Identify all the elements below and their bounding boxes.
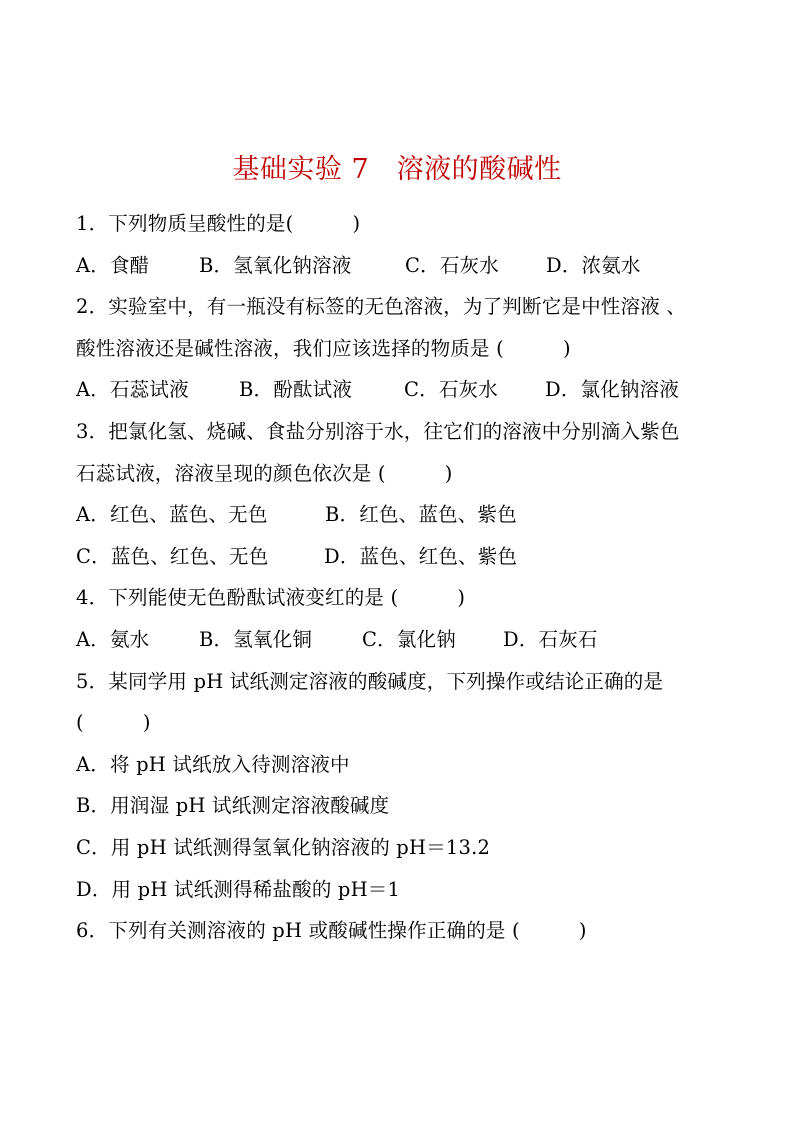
- question-4-options: [76, 619, 746, 661]
- question-2-option-a: A．石蕊试液: [76, 378, 189, 402]
- question-1-option-c: C．石灰水: [405, 253, 499, 277]
- question-3-options-row-1: [76, 494, 746, 536]
- page-title: 基础实验 7 溶液的酸碱性: [232, 154, 562, 185]
- question-1-option-b: B．氢氧化钠溶液: [199, 253, 352, 277]
- question-3-options-row-2: [76, 536, 746, 578]
- question-4-stem: 4．下列能使无色酚酞试液变红的是 ( ): [76, 586, 466, 610]
- question-4-option-a: A．氨水: [76, 627, 150, 651]
- question-4-option-c: C．氯化钠: [362, 627, 456, 651]
- question-2-options: [76, 369, 746, 411]
- question-1-stem: 1．下列物质呈酸性的是( ): [76, 212, 361, 235]
- question-5-stem-line-2: ( ): [76, 711, 151, 735]
- question-list: [76, 203, 746, 952]
- question-3-stem-line-2: 石蕊试液，溶液呈现的颜色依次是 ( ): [76, 461, 453, 485]
- question-2-stem-line-1: 2．实验室中，有一瓶没有标签的无色溶液，为了判断它是中性溶液 、: [76, 295, 687, 319]
- question-3-option-a: A．红色、蓝色、无色: [76, 503, 268, 527]
- question-2-option-b: B．酚酞试液: [239, 378, 353, 402]
- question-1-options: [76, 245, 746, 287]
- question-5-option-d: D．用 pH 试纸测得稀盐酸的 pH＝1: [76, 877, 401, 901]
- question-2-option-c: C．石灰水: [404, 378, 498, 402]
- question-5-stem-line-1: 5．某同学用 pH 试纸测定溶液的酸碱度，下列操作或结论正确的是: [76, 669, 664, 693]
- question-3-stem-line-1: 3．把氯化氢、烧碱、食盐分别溶于水，往它们的溶液中分别滴入紫色: [76, 419, 680, 443]
- question-4-option-d: D．石灰石: [503, 627, 598, 651]
- question-2-stem-line-2: 酸性溶液还是碱性溶液，我们应该选择的物质是 ( ): [76, 336, 571, 360]
- question-1-option-a: A．食醋: [76, 253, 150, 277]
- question-3-option-d: D．蓝色、红色、紫色: [324, 544, 518, 568]
- question-3-option-c: C．蓝色、红色、无色: [76, 544, 269, 568]
- question-5-option-a: A．将 pH 试纸放入待测溶液中: [76, 752, 350, 776]
- question-5-option-b: B．用润湿 pH 试纸测定溶液酸碱度: [76, 794, 390, 818]
- question-5-option-c: C．用 pH 试纸测得氢氧化钠溶液的 pH＝13.2: [76, 835, 491, 859]
- question-6-stem: 6．下列有关测溶液的 pH 或酸碱性操作正确的是 ( ): [76, 919, 587, 943]
- question-4-option-b: B．氢氧化铜: [199, 627, 313, 651]
- question-1-option-d: D．浓氨水: [546, 253, 641, 277]
- question-3-option-b: B．红色、蓝色、紫色: [325, 503, 517, 527]
- question-2-option-d: D．氯化钠溶液: [545, 378, 680, 402]
